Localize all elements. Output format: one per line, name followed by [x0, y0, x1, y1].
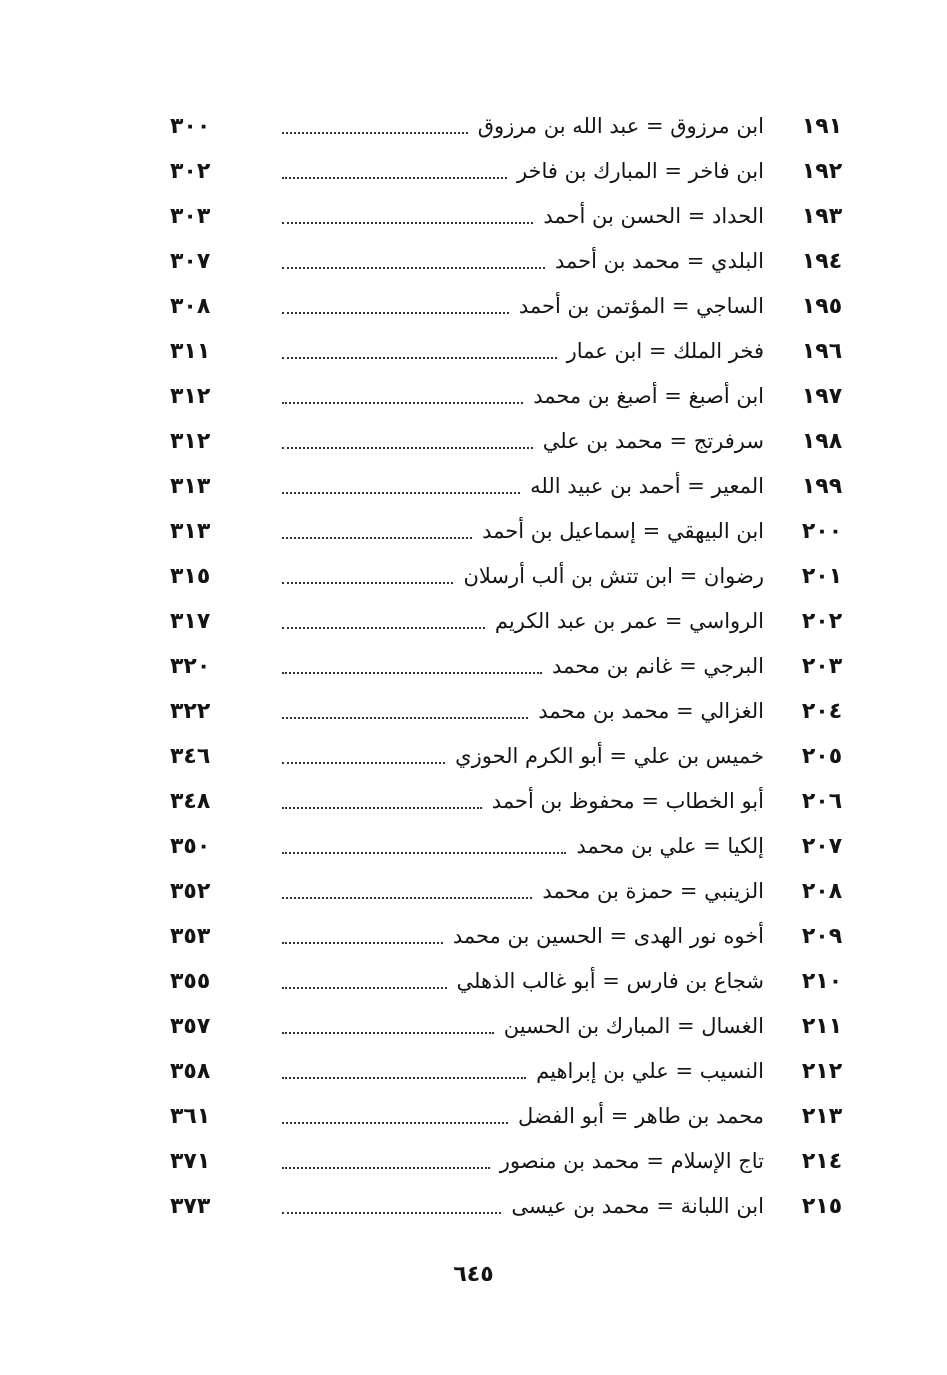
- entry-page-number: ٣٠٨: [170, 293, 211, 319]
- entry-page-number: ٣١٣: [170, 518, 211, 544]
- entry-number: ١٩٧: [801, 383, 843, 409]
- entry-page-number: ٣٠٢: [170, 158, 211, 184]
- entry-number: ٢١٣: [801, 1103, 843, 1129]
- entry-title: ابن أصبغ = أصبغ بن محمد: [533, 384, 764, 408]
- entry-title: الحداد = الحسن بن أحمد: [543, 204, 764, 228]
- dot-leader: [282, 1122, 508, 1124]
- entry-page-number: ٣١٣: [170, 473, 211, 499]
- entry-number: ٢٠٦: [801, 788, 843, 814]
- entry-page-number: ٣٧٣: [170, 1193, 211, 1219]
- entry-title: الزينبي = حمزة بن محمد: [542, 879, 764, 903]
- entry-page-number: ٣١٧: [170, 608, 211, 634]
- dot-leader: [282, 672, 542, 674]
- dot-leader: [282, 987, 447, 989]
- entry-page-number: ٣٥٢: [170, 878, 211, 904]
- toc-entry: [170, 869, 846, 914]
- toc-entry: [170, 779, 846, 824]
- entry-page-number: ٣٥٣: [170, 923, 211, 949]
- entry-page-number: ٣٢٢: [170, 698, 211, 724]
- entry-page-number: ٣٠٧: [170, 248, 211, 274]
- entry-page-number: ٣٤٦: [170, 743, 211, 769]
- toc-entry: [170, 734, 846, 779]
- toc-entry: [170, 329, 846, 374]
- toc-entry: [170, 914, 846, 959]
- entry-page-number: ٣٤٨: [170, 788, 211, 814]
- entry-title: تاج الإسلام = محمد بن منصور: [499, 1149, 764, 1173]
- entry-number: ١٩٩: [801, 473, 843, 499]
- entry-title: خميس بن علي = أبو الكرم الحوزي: [455, 744, 764, 768]
- toc-entry: [170, 374, 846, 419]
- toc-entry: [170, 194, 846, 239]
- toc-entry: [170, 464, 846, 509]
- toc-entry: [170, 1004, 846, 1049]
- dot-leader: [282, 807, 482, 809]
- entry-page-number: ٣٥٠: [170, 833, 211, 859]
- entry-title: محمد بن طاهر = أبو الفضل: [517, 1104, 764, 1128]
- entry-number: ٢١٥: [801, 1193, 843, 1219]
- entry-page-number: ٣١٢: [170, 383, 211, 409]
- entry-title: سرفرتج = محمد بن علي: [542, 429, 764, 453]
- entry-page-number: ٣١٥: [170, 563, 211, 589]
- entry-number: ١٩٢: [801, 158, 843, 184]
- entry-title: إلكيا = علي بن محمد: [576, 834, 764, 858]
- entry-title: رضوان = ابن تتش بن ألب أرسلان: [463, 564, 764, 588]
- dot-leader: [282, 1167, 490, 1169]
- entry-title: ابن فاخر = المبارك بن فاخر: [516, 159, 764, 183]
- entry-number: ٢١١: [801, 1013, 843, 1039]
- entry-number: ٢١٢: [801, 1058, 843, 1084]
- entry-number: ٢٠٠: [801, 518, 843, 544]
- entry-page-number: ٣٧١: [170, 1148, 211, 1174]
- entry-title: البرجي = غانم بن محمد: [552, 654, 764, 678]
- entry-page-number: ٣٦١: [170, 1103, 211, 1129]
- toc-entry: [170, 824, 846, 869]
- dot-leader: [282, 312, 509, 314]
- entry-title: الغزالي = محمد بن محمد: [538, 699, 764, 723]
- toc-entry: [170, 959, 846, 1004]
- entry-number: ٢٠٩: [801, 923, 843, 949]
- entry-title: النسيب = علي بن إبراهيم: [536, 1059, 764, 1083]
- entry-title: ابن اللبانة = محمد بن عيسى: [511, 1194, 764, 1218]
- entry-number: ٢٠٣: [801, 653, 843, 679]
- dot-leader: [282, 1032, 494, 1034]
- toc-entry: [170, 239, 846, 284]
- entry-page-number: ٣٥٧: [170, 1013, 211, 1039]
- dot-leader: [282, 582, 453, 584]
- toc-entry: [170, 1139, 846, 1184]
- entry-title: المعير = أحمد بن عبيد الله: [530, 474, 764, 498]
- entry-page-number: ٣٥٥: [170, 968, 211, 994]
- dot-leader: [282, 942, 443, 944]
- dot-leader: [282, 492, 520, 494]
- entry-number: ٢٠٢: [801, 608, 843, 634]
- dot-leader: [282, 222, 533, 224]
- entry-title: ابن مرزوق = عبد الله بن مرزوق: [477, 114, 764, 138]
- dot-leader: [282, 897, 532, 899]
- dot-leader: [282, 447, 533, 449]
- toc-entry: [170, 1049, 846, 1094]
- toc-entry: [170, 644, 846, 689]
- toc-entry: [170, 689, 846, 734]
- toc-entry: [170, 284, 846, 329]
- entry-page-number: ٣٢٠: [170, 653, 211, 679]
- entry-title: البلدي = محمد بن أحمد: [554, 249, 764, 273]
- entry-number: ٢٠٤: [801, 698, 843, 724]
- entry-number: ١٩٥: [801, 293, 843, 319]
- dot-leader: [282, 1077, 526, 1079]
- entry-page-number: ٣١٢: [170, 428, 211, 454]
- toc-entry: [170, 149, 846, 194]
- toc-entry: [170, 1094, 846, 1139]
- toc-entry: [170, 104, 846, 149]
- toc-entry: [170, 509, 846, 554]
- dot-leader: [282, 717, 528, 719]
- entry-title: الغسال = المبارك بن الحسين: [503, 1014, 764, 1038]
- entry-page-number: ٣١١: [170, 338, 211, 364]
- table-of-contents: [170, 104, 846, 1229]
- dot-leader: [282, 177, 507, 179]
- toc-entry: [170, 599, 846, 644]
- toc-entry: [170, 1184, 846, 1229]
- entry-title: فخر الملك = ابن عمار: [566, 339, 764, 363]
- entry-number: ١٩٣: [801, 203, 843, 229]
- entry-number: ١٩٦: [801, 338, 843, 364]
- dot-leader: [282, 357, 557, 359]
- entry-page-number: ٣٠٣: [170, 203, 211, 229]
- entry-title: أخوه نور الهدى = الحسين بن محمد: [452, 924, 764, 948]
- dot-leader: [282, 537, 472, 539]
- entry-title: الرواسي = عمر بن عبد الكريم: [494, 609, 764, 633]
- entry-title: أبو الخطاب = محفوظ بن أحمد: [491, 789, 764, 813]
- entry-number: ٢٠١: [801, 563, 843, 589]
- page-folio-number: ٦٤٥: [453, 1262, 494, 1287]
- entry-title: ابن البيهقي = إسماعيل بن أحمد: [482, 519, 764, 543]
- entry-number: ٢٠٧: [801, 833, 843, 859]
- toc-entry: [170, 419, 846, 464]
- toc-entry: [170, 554, 846, 599]
- entry-title: شجاع بن فارس = أبو غالب الذهلي: [456, 969, 764, 993]
- entry-page-number: ٣٠٠: [170, 113, 211, 139]
- dot-leader: [282, 762, 445, 764]
- dot-leader: [282, 402, 523, 404]
- entry-number: ٢١٠: [801, 968, 843, 994]
- dot-leader: [282, 132, 468, 134]
- dot-leader: [282, 852, 566, 854]
- entry-number: ٢٠٨: [801, 878, 843, 904]
- entry-number: ١٩٤: [801, 248, 843, 274]
- entry-number: ٢١٤: [801, 1148, 843, 1174]
- entry-page-number: ٣٥٨: [170, 1058, 211, 1084]
- entry-title: الساجي = المؤتمن بن أحمد: [518, 294, 764, 318]
- entry-number: ٢٠٥: [801, 743, 843, 769]
- dot-leader: [282, 1212, 501, 1214]
- dot-leader: [282, 627, 485, 629]
- dot-leader: [282, 267, 545, 269]
- entry-number: ١٩٨: [801, 428, 843, 454]
- entry-number: ١٩١: [801, 113, 843, 139]
